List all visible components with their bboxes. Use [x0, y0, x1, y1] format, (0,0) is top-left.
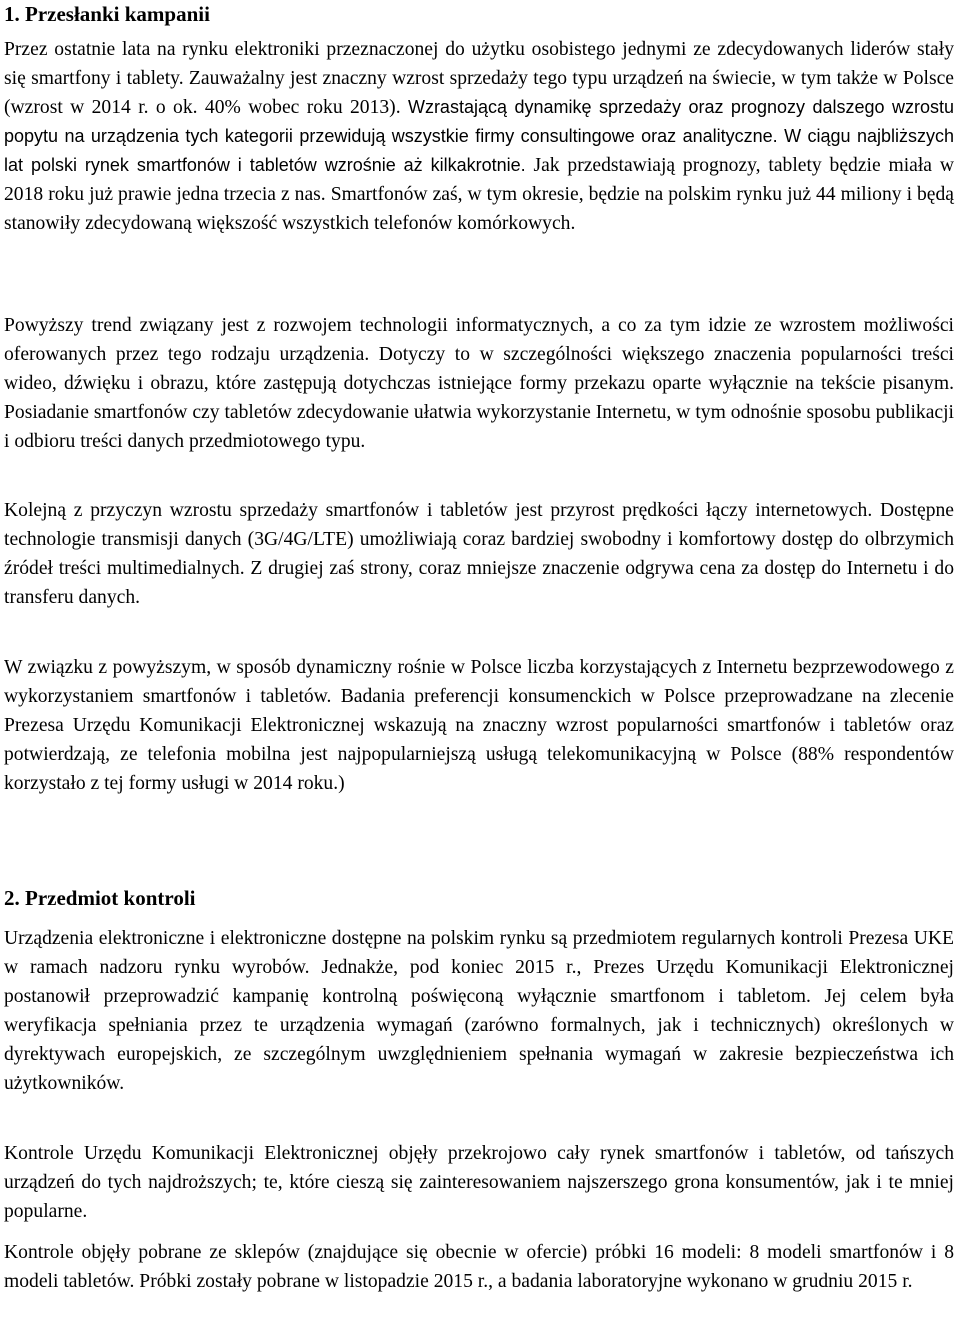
paragraph-subject-2: Kontrole Urzędu Komunikacji Elektronicznej objęły przekrojowo cały rynek smartfonów i tabletów, od tańszych urządzeń do tych najdroższych; te, które cieszą się zainteresowaniem najszerszego grona konsumentów, jak i te mniej popularne.: [4, 1143, 954, 1222]
paragraph-subject-1: Urządzenia elektroniczne i elektroniczne dostępne na polskim rynku są przedmiotem regularnych kontroli Prezesa UKE w ramach nadzoru rynku wyrobów. Jednakże, pod koniec 2015 r., Prezes Urzędu Komunikacji Elektronicznej postanowił przeprowadzić kampanię kontrolną poświęconą wyłącznie smartfonom i tabletom. Jej celem była weryfikacja spełniania przez te urządzenia wymagań (zarówno formalnych, jak i technicznych) określonych w dyrektywach europejskich, ze szczególnym uwzględnieniem spełnania wymagań w zakresie bezpieczeństwa ich użytkowników.: [4, 928, 954, 1094]
paragraph-segment-market: Przez ostatnie lata na rynku elektroniki przeznaczonej do użytku osobistego jednymi ze zdecydowanych liderów stały się smartfony i tablety. Zauważalny jest znaczny wzrost sprzedaży tego typu urządzeń na świecie, w tym także w Polsce (wzrost w 2014 r. o ok. 40% wobec roku 2013).: [4, 39, 954, 118]
paragraph-premises-4: W związku z powyższym, w sposób dynamiczny rośnie w Polsce liczba korzystających z Internetu bezprzewodowego z wykorzystaniem smartfonów i tabletów. Badania preferencji konsumenckich w Polsce przeprowadzane na zlecenie Prezesa Urzędu Komunikacji Elektronicznej wskazują na znaczny wzrost popularności smartfonów i tabletów oraz potwierdzają, ze telefonia mobilna jest najpopularniejszą usługą telekomunikacyjną w Polsce (88% respondentów korzystało z tej formy usługi w 2014 roku.): [4, 657, 954, 794]
paragraph-premises-3: Kolejną z przyczyn wzrostu sprzedaży smartfonów i tabletów jest przyrost prędkości łączy internetowych. Dostępne technologie transmisji danych (3G/4G/LTE) umożliwiają coraz bardziej swobodny i komfortowy dostęp do olbrzymich źródeł treści multimedialnych. Z drugiej zaś strony, coraz mniejsze znaczenie odgrywa cena za dostęp do Internetu i do transferu danych.: [4, 500, 954, 608]
paragraph-subject-3: Kontrole objęły pobrane ze sklepów (znajdujące się obecnie w ofercie) próbki 16 modeli: 8 modeli smartfonów i 8 modeli tabletów. Próbki zostały pobrane w listopadzie 2015 r., a badania laboratoryjne wykonano w grudniu 2015 r.: [4, 1242, 954, 1292]
section-heading-premises: 1. Przesłanki kampanii: [4, 2, 210, 26]
paragraph-segment-forecast: Wzrastającą dynamikę sprzedaży oraz prognozy dalszego wzrostu popytu na urządzenia tych kategorii przewidują wszystkie firmy consultingowe oraz analityczne. W ciągu najbliższych lat polski rynek smartfonów i tabletów wzrośnie aż kilkakrotnie.: [4, 97, 954, 175]
paragraph-segment-tablets: Jak przedstawiają prognozy, tablety będzie miała w 2018 roku już prawie jedna trzecia z nas. Smartfonów zaś, w tym okresie, będzie na polskim rynku już 44 miliony i będą stanowiły zdecydowaną większość wszystkich telefonów komórkowych.: [4, 155, 954, 234]
section-heading-subject: 2. Przedmiot kontroli: [4, 886, 196, 910]
paragraph-premises-2: Powyższy trend związany jest z rozwojem technologii informatycznych, a co za tym idzie ze wzrostem możliwości oferowanych przez tego rodzaju urządzenia. Dotyczy to w szczególności większego znaczenia popularności treści wideo, dźwięku i obrazu, które zastępują dotychczas istniejące formy przekazu oparte wyłącznie na tekście pisanym. Posiadanie smartfonów czy tabletów zdecydowanie ułatwia wykorzystanie Internetu, w tym odnośnie sposobu publikacji i odbioru treści danych przedmiotowego typu.: [4, 315, 954, 452]
paragraph-premises-1: [4, 35, 954, 238]
